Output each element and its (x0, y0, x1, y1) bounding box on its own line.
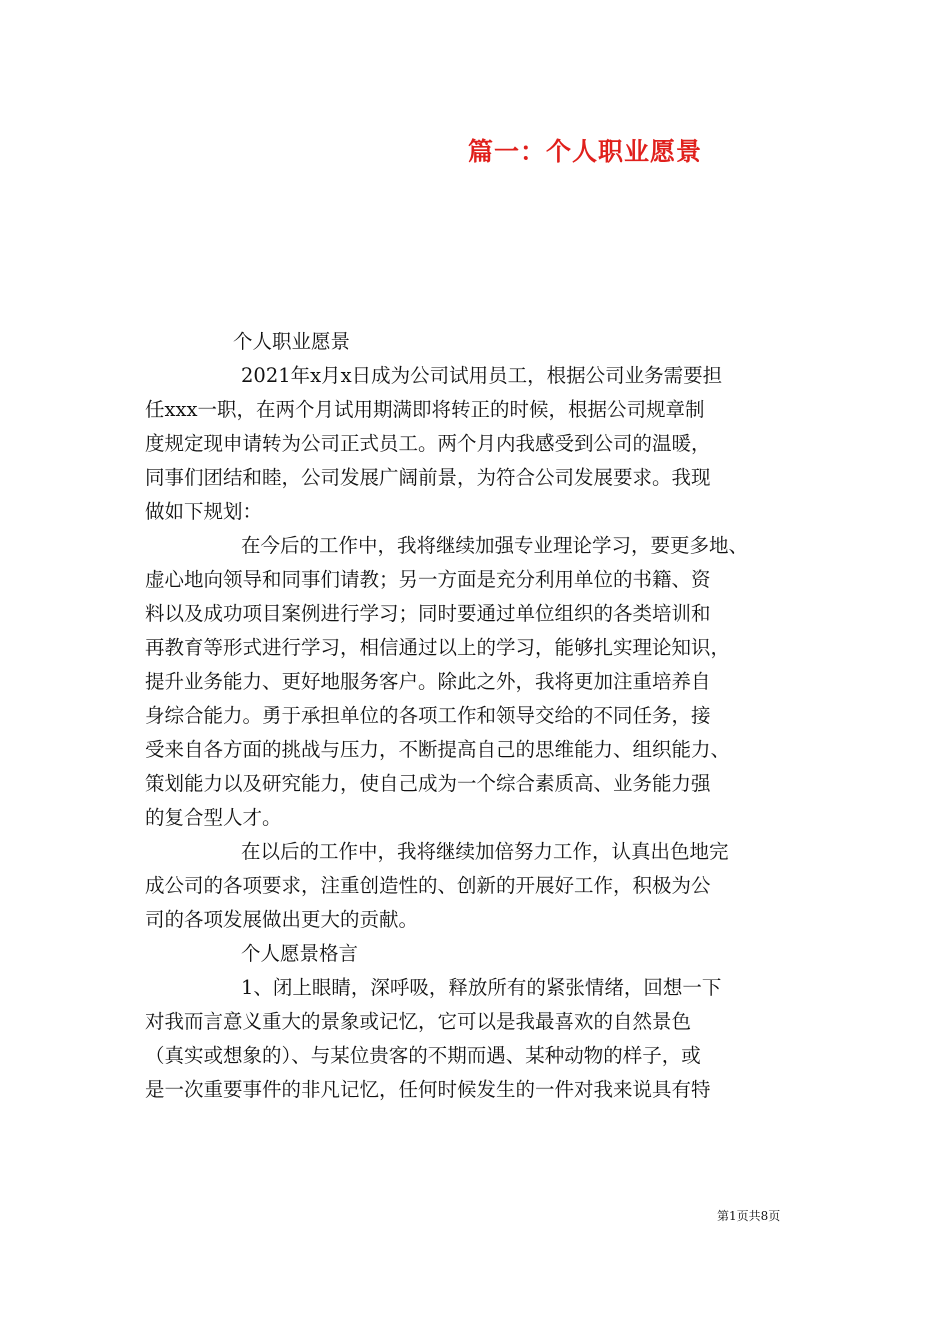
document-body (145, 325, 810, 1107)
paragraph-line: 任xxx一职，在两个月试用期满即将转正的时候，根据公司规章制 (145, 398, 705, 421)
paragraph-line: 同事们团结和睦，公司发展广阔前景，为符合公司发展要求。我现 (145, 466, 711, 489)
paragraph-line: 是一次重要事件的非凡记忆，任何时候发生的一件对我来说具有特 (145, 1078, 711, 1101)
paragraph-line: 身综合能力。勇于承担单位的各项工作和领导交给的不同任务，接 (145, 704, 711, 727)
paragraph-line: 度规定现申请转为公司正式员工。两个月内我感受到公司的温暖， (145, 432, 711, 455)
paragraph-line: 在今后的工作中，我将继续加强专业理论学习，要更多地、 (241, 534, 749, 557)
paragraph-line: 再教育等形式进行学习，相信通过以上的学习，能够扎实理论知识， (145, 636, 731, 659)
page-title: 篇一：个人职业愿景 (468, 137, 703, 166)
paragraph-line: 在以后的工作中，我将继续加倍努力工作，认真出色地完 (241, 840, 729, 863)
page-number: 第1页共8页 (717, 1209, 781, 1223)
paragraph-line: 1、闭上眼睛，深呼吸，释放所有的紧张情绪，回想一下 (241, 976, 722, 999)
paragraph-line: 虚心地向领导和同事们请教；另一方面是充分利用单位的书籍、资 (145, 568, 711, 591)
paragraph-line: 策划能力以及研究能力，使自己成为一个综合素质高、业务能力强 (145, 772, 711, 795)
paragraph-line: 司的各项发展做出更大的贡献。 (145, 908, 419, 931)
paragraph-line: 成公司的各项要求，注重创造性的、创新的开展好工作，积极为公 (145, 874, 711, 897)
paragraph-line: 做如下规划： (145, 500, 263, 523)
paragraph-line: 受来自各方面的挑战与压力，不断提高自己的思维能力、组织能力、 (145, 738, 731, 761)
section-heading: 个人职业愿景 (233, 330, 351, 353)
section-heading: 个人愿景格言 (241, 942, 359, 965)
paragraph-line: 提升业务能力、更好地服务客户。除此之外，我将更加注重培养自 (145, 670, 711, 693)
paragraph-line: 2021年x月x日成为公司试用员工，根据公司业务需要担 (241, 364, 723, 387)
paragraph-line: 的复合型人才。 (145, 806, 282, 829)
paragraph-line: 对我而言意义重大的景象或记忆，它可以是我最喜欢的自然景色 (145, 1010, 692, 1033)
paragraph-line: （真实或想象的）、与某位贵客的不期而遇、某种动物的样子，或 (145, 1044, 701, 1067)
paragraph-line: 料以及成功项目案例进行学习；同时要通过单位组织的各类培训和 (145, 602, 711, 625)
